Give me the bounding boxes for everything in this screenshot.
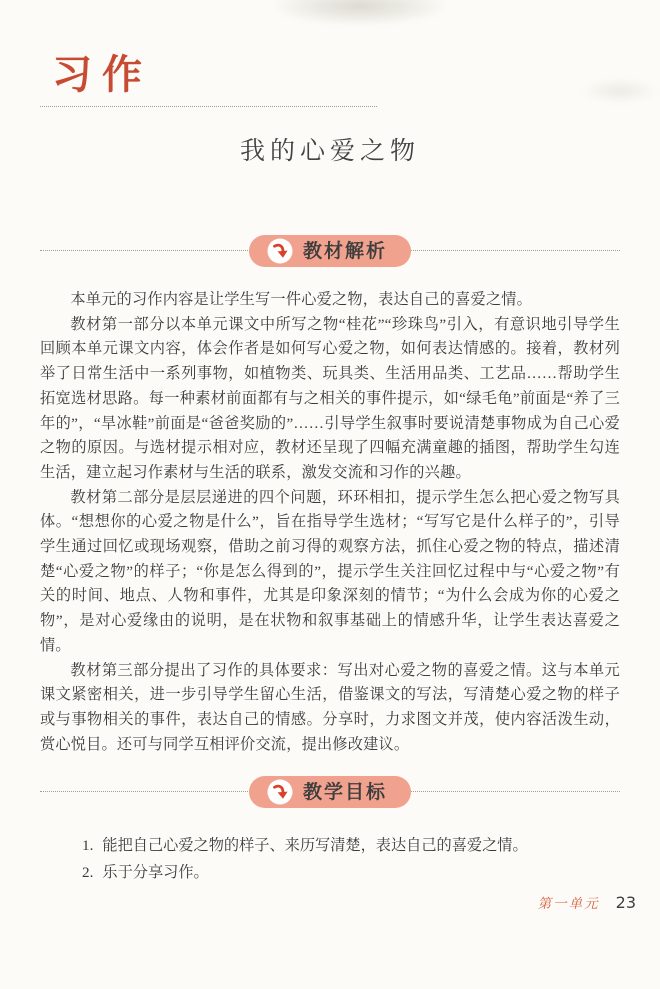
page-footer: [538, 892, 636, 912]
list-item: [40, 860, 620, 887]
list-item-number: 1.: [82, 837, 94, 855]
curved-arrow-icon: [267, 779, 293, 805]
page-number: 23: [615, 893, 636, 912]
badge-label: 教学目标: [302, 780, 387, 803]
badge-row-goals: [40, 776, 620, 808]
paragraph: 教材第一部分以本单元课文中所写之物“桂花”“珍珠鸟”引入，有意识地引导学生回顾本单元课文内容，体会作者是如何写心爱之物，如何表达情感的。接着，教材列举了日常生活中一系列事物，如植物类、玩具类、生活用品类、工艺品……帮助学生拓宽选材思路。每一种素材前面都有与之相关的事件提示，如“绿毛龟”前面是“养了三年的”，“旱冰鞋”前面是“爸爸奖励的”……引导学生叙事时要说清楚事物成为自己心爱之物的原因。与选材提示相对应，教材还呈现了四幅充满童趣的插图，帮助学生勾连生活，建立起习作素材与生活的联系，激发交流和习作的兴趣。: [40, 315, 620, 481]
goals-list: [40, 833, 620, 886]
page-title: 我的心爱之物: [239, 138, 420, 165]
list-item-text: 能把自己心爱之物的样子、来历写清楚，表达自己的喜爱之情。: [102, 837, 528, 855]
page-content: [0, 52, 660, 886]
list-item-number: 2.: [82, 863, 94, 881]
badge-label: 教材解析: [302, 239, 387, 262]
section-label: 习作: [52, 51, 152, 98]
scan-artifact: [270, 0, 450, 26]
paragraph: 教材第二部分是层层递进的四个问题，环环相扣，提示学生怎么把心爱之物写具体。“想想你的心爱之物是什么”，旨在指导学生选材；“写写它是什么样子的”，引导学生通过回忆或现场观察，借助之前习得的观察方法，抓住心爱之物的特点，描述清楚“心爱之物”的样子；“你是怎么得到的”，提示学生关注回忆过程中与“心爱之物”有关的时间、地点、人物和事件，尤其是印象深刻的情节；“为什么会成为你的心爱之物”，是对心爱缘由的说明，是在状物和叙事基础上的情感升华，让学生表达喜爱之情。: [40, 488, 620, 654]
header-divider: [40, 106, 377, 107]
paragraph: 教材第三部分提出了习作的具体要求：写出对心爱之物的喜爱之情。这与本单元课文紧密相关，进一步引导学生留心生活，借鉴课文的写法，写清楚心爱之物的样子或与事物相关的事件，表达自己的情感。分享时，力求图文并茂，使内容活泼生动，赏心悦目。还可与同学互相评价交流，提出修改建议。: [40, 661, 620, 753]
paragraph: 本单元的习作内容是让学生写一件心爱之物，表达自己的喜爱之情。: [70, 291, 533, 308]
section-badge-goals: [249, 776, 411, 808]
analysis-body: [40, 288, 620, 757]
list-item: [40, 833, 620, 860]
section-badge-analysis: [249, 235, 411, 267]
badge-row-analysis: [40, 235, 620, 267]
curved-arrow-icon: [267, 238, 293, 264]
unit-label: 第一单元: [537, 896, 600, 912]
list-item-text: 乐于分享习作。: [102, 863, 209, 881]
